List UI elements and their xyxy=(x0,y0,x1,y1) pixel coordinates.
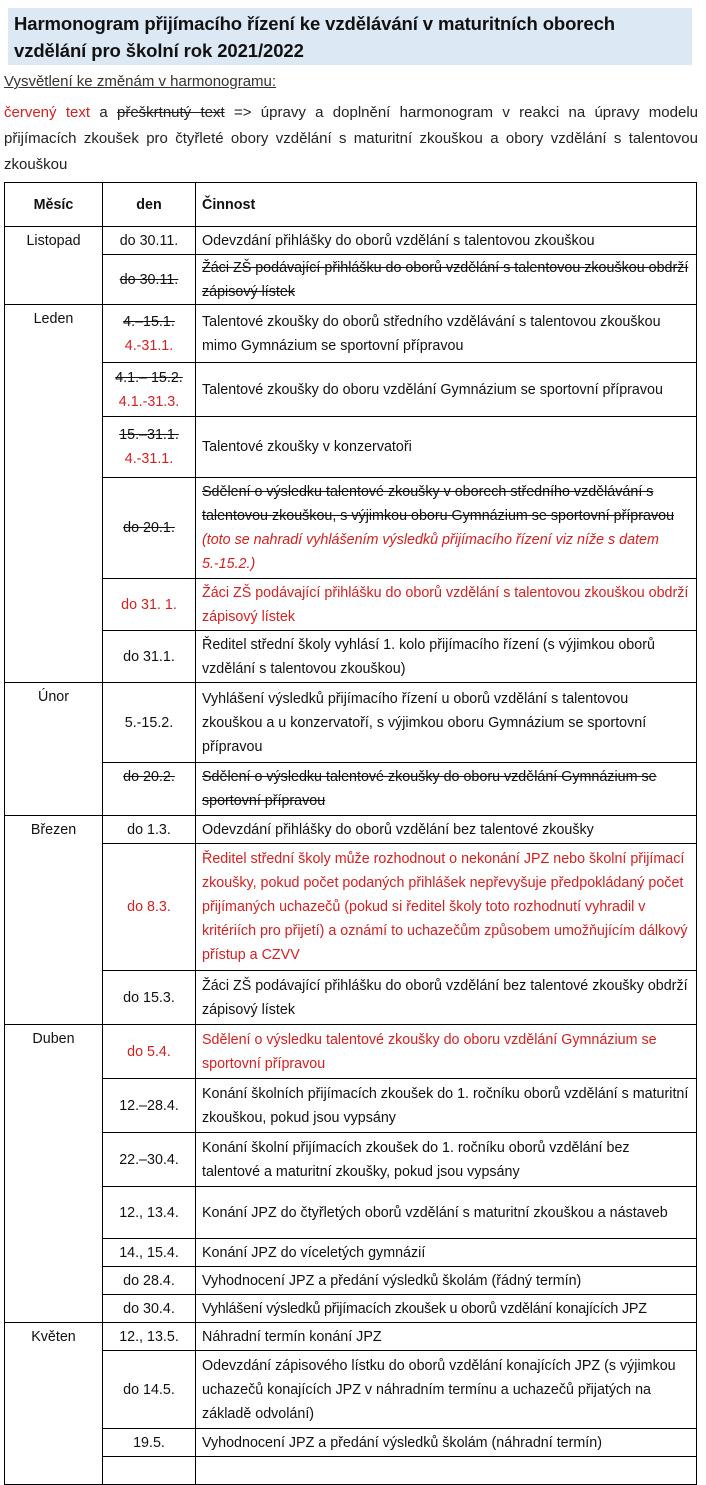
month-cell: Březen xyxy=(5,816,103,1025)
activity-cell xyxy=(196,1457,697,1485)
date-old: 4.1.– 15.2. xyxy=(115,369,183,386)
table-row xyxy=(5,1079,697,1133)
activity-cell: Vyhlášení výsledků přijímacích zkoušek u oborů vzdělání konajících JPZ xyxy=(196,1295,697,1323)
table-row xyxy=(5,631,697,683)
date-cell-red: do 31. 1. xyxy=(103,579,196,631)
activity-cell-struck: Sdělení o výsledku talentové zkoušky do oboru vzdělání Gymnázium se sportovní přípravou xyxy=(196,763,697,816)
table-row xyxy=(5,227,697,255)
date-old: 4.–15.1. xyxy=(123,313,175,330)
activity-cell xyxy=(196,478,697,579)
activity-cell-red: Ředitel střední školy může rozhodnout o nekonání JPZ nebo školní přijímací zkoušky, pokud počet podaných přihlášek nepřevyšuje předpokládaný počet přijímaných uchazečů (pokud si ředitel školy toto rozhodnutí vyhradil v kritériích pro přijetí) a oznámí to uchazečům způsobem umožňujícím dálkový přístup a CZVV xyxy=(196,844,697,971)
activity-cell: Ředitel střední školy vyhlásí 1. kolo přijímacího řízení (s výjimkou oborů vzdělání s talentovou zkouškou) xyxy=(196,631,697,683)
table-row xyxy=(5,478,697,579)
date-cell-struck: do 20.2. xyxy=(103,763,196,816)
table-row xyxy=(5,363,697,417)
date-cell-red: do 8.3. xyxy=(103,844,196,971)
activity-cell: Talentové zkoušky v konzervatoři xyxy=(196,417,697,478)
date-cell: 12.–28.4. xyxy=(103,1079,196,1133)
date-cell: 5.-15.2. xyxy=(103,683,196,763)
activity-cell: Konání školní přijímacích zkoušek do 1. ročníku oborů vzdělání bez talentové a maturitní zkoušky, pokud jsou vypsány xyxy=(196,1133,697,1187)
date-cell: 22.–30.4. xyxy=(103,1133,196,1187)
legend-conj: a xyxy=(90,104,117,121)
activity-cell: Konání JPZ do čtyřletých oborů vzdělání s maturitní zkouškou a nástaveb xyxy=(196,1187,697,1239)
date-cell: 12., 13.5. xyxy=(103,1323,196,1351)
table-row xyxy=(5,305,697,363)
table-row xyxy=(5,1457,697,1485)
date-cell: 12., 13.4. xyxy=(103,1187,196,1239)
date-cell: do 1.3. xyxy=(103,816,196,844)
document-title-box xyxy=(8,8,692,65)
table-row xyxy=(5,1295,697,1323)
month-cell: Leden xyxy=(5,305,103,683)
date-cell-struck: do 20.1. xyxy=(103,478,196,579)
document-title: Harmonogram přijímacího řízení ke vzdělávání v maturitních oborech vzdělání pro školní rok 2021/2022 xyxy=(14,13,615,61)
schedule-table xyxy=(4,182,697,1485)
date-cell: do 15.3. xyxy=(103,971,196,1025)
activity-cell-red: Žáci ZŠ podávající přihlášku do oborů vzdělání s talentovou zkouškou obdrží zápisový lístek xyxy=(196,579,697,631)
date-cell xyxy=(103,417,196,478)
date-cell xyxy=(103,305,196,363)
table-row xyxy=(5,816,697,844)
date-cell-struck: do 30.11. xyxy=(103,255,196,305)
activity-cell: Konání JPZ do víceletých gymnázií xyxy=(196,1239,697,1267)
month-cell: Duben xyxy=(5,1025,103,1323)
activity-struck: Sdělení o výsledku talentové zkoušky v oborech středního vzdělávání s talentovou zkouškou, s výjimkou oboru Gymnázium se sportovní přípravou xyxy=(202,484,675,524)
activity-cell: Vyhodnocení JPZ a předání výsledků školám (náhradní termín) xyxy=(196,1429,697,1457)
legend-strike-label: přeškrtnutý text xyxy=(116,104,225,121)
date-cell xyxy=(103,1457,196,1485)
activity-note: (toto se nahradí vyhlášením výsledků přijímacího řízení viz níže s datem 5.-15.2.) xyxy=(202,532,659,572)
activity-cell: Odevzdání přihlášky do oborů vzdělání s talentovou zkouškou xyxy=(196,227,697,255)
table-row xyxy=(5,1239,697,1267)
table-row xyxy=(5,763,697,816)
activity-cell-struck: Žáci ZŠ podávající přihlášku do oborů vzdělání s talentovou zkouškou obdrží zápisový lístek xyxy=(196,255,697,305)
date-new: 4.1.-31.3. xyxy=(118,393,180,410)
activity-cell: Vyhodnocení JPZ a předání výsledků školám (řádný termín) xyxy=(196,1267,697,1295)
date-cell: 14., 15.4. xyxy=(103,1239,196,1267)
date-cell-red: do 5.4. xyxy=(103,1025,196,1079)
legend-heading: Vysvětlení ke změnám v harmonogramu: xyxy=(4,73,277,90)
table-row xyxy=(5,579,697,631)
header-day: den xyxy=(103,183,196,227)
date-cell: do 31.1. xyxy=(103,631,196,683)
table-row xyxy=(5,1323,697,1351)
activity-cell: Žáci ZŠ podávající přihlášku do oborů vzdělání bez talentové zkoušky obdrží zápisový lístek xyxy=(196,971,697,1025)
date-cell: do 28.4. xyxy=(103,1267,196,1295)
table-row xyxy=(5,1187,697,1239)
date-cell: do 14.5. xyxy=(103,1351,196,1429)
activity-cell: Talentové zkoušky do oborů středního vzdělávání s talentovou zkouškou mimo Gymnázium se sportovní přípravou xyxy=(196,305,697,363)
table-row xyxy=(5,844,697,971)
header-month: Měsíc xyxy=(5,183,103,227)
date-cell: do 30.11. xyxy=(103,227,196,255)
table-row xyxy=(5,1429,697,1457)
header-activity: Činnost xyxy=(196,183,697,227)
legend-text xyxy=(4,100,698,178)
date-cell xyxy=(103,363,196,417)
date-cell: 19.5. xyxy=(103,1429,196,1457)
table-row xyxy=(5,1025,697,1079)
date-cell: do 30.4. xyxy=(103,1295,196,1323)
legend-red-label: červený text xyxy=(4,104,91,121)
table-row xyxy=(5,255,697,305)
table-header-row xyxy=(5,183,697,227)
table-row xyxy=(5,1267,697,1295)
activity-cell-red: Sdělení o výsledku talentové zkoušky do oboru vzdělání Gymnázium se sportovní přípravou xyxy=(196,1025,697,1079)
month-cell: Únor xyxy=(5,683,103,816)
activity-cell: Vyhlášení výsledků přijímacího řízení u oborů vzdělání s talentovou zkouškou a u konzervatoří, s výjimkou oboru Gymnázium se sportovní přípravou xyxy=(196,683,697,763)
table-row xyxy=(5,1133,697,1187)
month-cell: Listopad xyxy=(5,227,103,305)
activity-cell: Odevzdání přihlášky do oborů vzdělání bez talentové zkoušky xyxy=(196,816,697,844)
month-cell: Květen xyxy=(5,1323,103,1485)
table-row xyxy=(5,1351,697,1429)
legend-rest: => úpravy a doplnění harmonogram v reakci na úpravy modelu přijímacích zkoušek pro čtyřleté obory vzdělání s maturitní zkouškou a obory vzdělání s talentovou zkouškou xyxy=(4,104,698,173)
activity-cell: Odevzdání zápisového lístku do oborů vzdělání konajících JPZ (s výjimkou uchazečů konajících JPZ v náhradním termínu a uchazečů přijatých na základě odvolání) xyxy=(196,1351,697,1429)
date-new: 4.-31.1. xyxy=(124,451,174,467)
activity-cell: Náhradní termín konání JPZ xyxy=(196,1323,697,1351)
table-row xyxy=(5,971,697,1025)
activity-cell: Talentové zkoušky do oboru vzdělání Gymnázium se sportovní přípravou xyxy=(196,363,697,417)
date-old: 15.–31.1. xyxy=(119,427,179,443)
table-row xyxy=(5,417,697,478)
date-new: 4.-31.1. xyxy=(124,337,174,354)
table-row xyxy=(5,683,697,763)
activity-cell: Konání školních přijímacích zkoušek do 1. ročníku oborů vzdělání s maturitní zkouškou, pokud jsou vypsány xyxy=(196,1079,697,1133)
